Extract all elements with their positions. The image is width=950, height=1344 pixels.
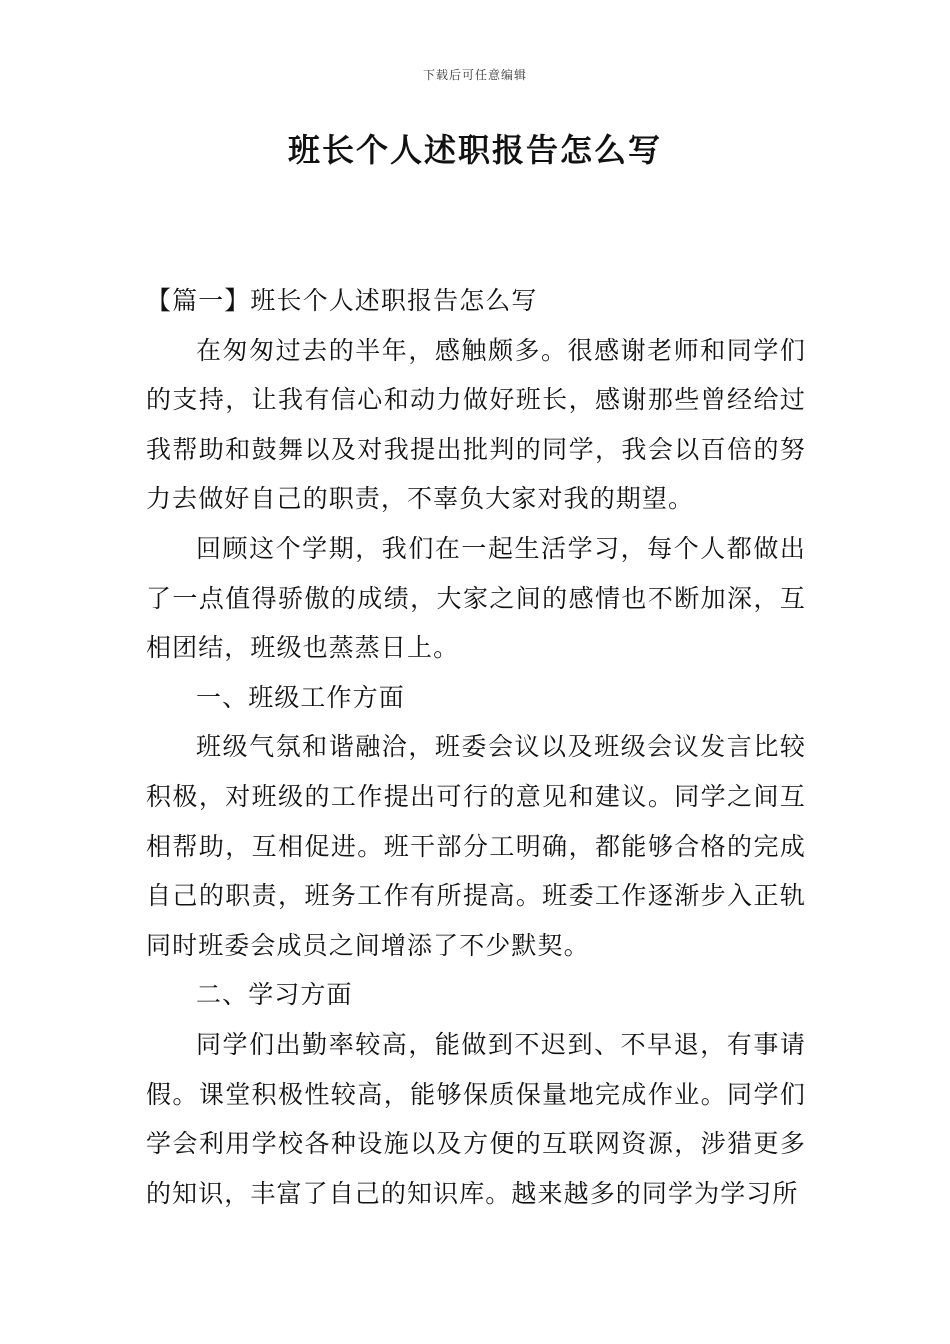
- section-heading: 【篇一】班长个人述职报告怎么写: [146, 286, 538, 315]
- paragraph-review: 回顾这个学期，我们在一起生活学习，每个人都做出了一点值得骄傲的成绩，大家之间的感情也不断加深，互相团结，班级也蒸蒸日上。: [146, 533, 806, 663]
- header-note: 下载后可任意编辑: [422, 68, 527, 82]
- paragraph-class-work: 班级气氛和谐融洽，班委会议以及班级会议发言比较积极，对班级的工作提出可行的意见和建议。同学之间互相帮助，互相促进。班干部分工明确，都能够合格的完成自己的职责，班务工作有所提高。班委工作逐渐步入正轨同时班委会成员之间增添了不少默契。: [146, 732, 806, 960]
- paragraph-intro: 在匆匆过去的半年，感触颇多。很感谢老师和同学们的支持，让我有信心和动力做好班长，感谢那些曾经给过我帮助和鼓舞以及对我提出批判的同学，我会以百倍的努力去做好自己的职责，不辜负大家对我的期望。: [146, 335, 806, 514]
- paragraph-study: 同学们出勤率较高，能做到不迟到、不早退，有事请假。课堂积极性较高，能够保质保量地完成作业。同学们学会利用学校各种设施以及方便的互联网资源，涉猎更多的知识，丰富了自己的知识库。越来越多的同学为学习所: [146, 1029, 806, 1208]
- subheading-study: 二、学习方面: [196, 980, 353, 1010]
- subheading-class-work: 一、班级工作方面: [196, 682, 405, 712]
- document-title: 班长个人述职报告怎么写: [287, 131, 662, 169]
- document-body: [146, 276, 806, 1218]
